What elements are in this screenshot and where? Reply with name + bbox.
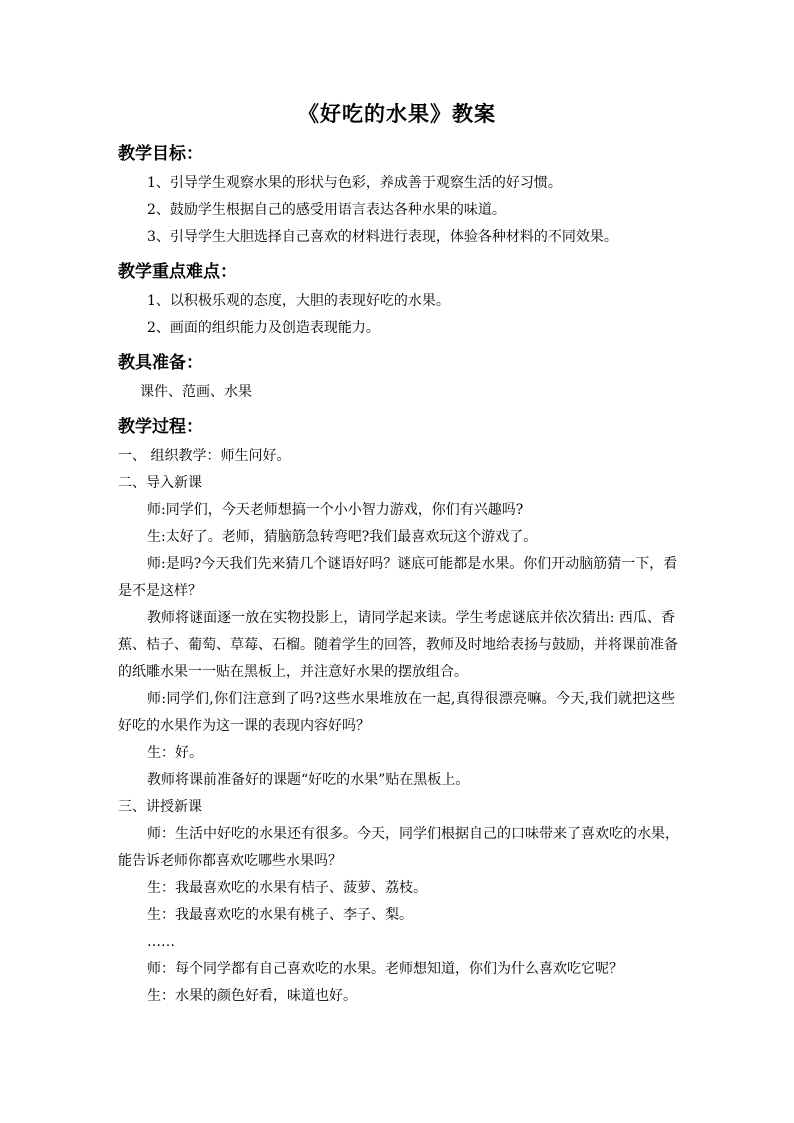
paragraph-line: 教师将课前准备好的课题“好吃的水果”贴在黑板上。 (147, 772, 470, 788)
dialogue-line: 师:是吗?今天我们先来猜几个谜语好吗？谜底可能都是水果。你们开动脑筋猜一下，看 (147, 556, 678, 572)
process-step-1: 一、 组织教学：师生问好。 (118, 448, 291, 464)
paragraph-line-continued: 的纸雕水果一一贴在黑板上，并注意好水果的摆放组合。 (118, 664, 468, 680)
document-title: 《好吃的水果》教案 (298, 101, 496, 126)
dialogue-line-continued: 是不是这样？ (118, 583, 202, 599)
goal-item-2: 2、鼓励学生根据自己的感受用语言表达各种水果的味道。 (147, 202, 506, 218)
dialogue-line: 生：我最喜欢吃的水果有桔子、菠萝、荔枝。 (147, 880, 427, 896)
goal-item-1: 1、引导学生观察水果的形状与色彩，养成善于观察生活的好习惯。 (147, 175, 562, 191)
dialogue-line: 师：生活中好吃的水果还有很多。今天，同学们根据自己的口味带来了喜欢吃的水果， (147, 826, 679, 842)
dialogue-line: 师：每个同学都有自己喜欢吃的水果。老师想知道，你们为什么喜欢吃它呢？ (147, 961, 623, 977)
key-point-item-1: 1、以积极乐观的态度，大胆的表现好吃的水果。 (147, 293, 450, 309)
section-heading-key-points: 教学重点难点： (118, 262, 237, 282)
goal-item-3: 3、引导学生大胆选择自己喜欢的材料进行表现，体验各种材料的不同效果。 (147, 229, 618, 245)
dialogue-line: 师:同学们,你们注意到了吗?这些水果堆放在一起,真得很漂亮嘛。今天,我们就把这些 (147, 691, 675, 707)
dialogue-line-continued: 好吃的水果作为这一课的表现内容好吗？ (118, 718, 370, 734)
section-heading-process: 教学过程： (118, 417, 203, 437)
materials-text: 课件、范画、水果 (140, 384, 252, 400)
process-step-3: 三、讲授新课 (118, 799, 202, 815)
section-heading-goals: 教学目标： (118, 144, 203, 164)
dialogue-line: 生：我最喜欢吃的水果有桃子、李子、梨。 (147, 907, 413, 923)
key-point-item-2: 2、画面的组织能力及创造表现能力。 (147, 320, 380, 336)
ellipsis-line: …… (147, 934, 175, 950)
dialogue-line: 生：好。 (147, 745, 203, 761)
paragraph-line-continued: 蕉、桔子、葡萄、草莓、石榴。随着学生的回答，教师及时地给表扬与鼓励，并将课前准备 (118, 637, 678, 653)
dialogue-line: 生：水果的颜色好看，味道也好。 (147, 988, 357, 1004)
process-step-2: 二、导入新课 (118, 475, 202, 491)
dialogue-line-continued: 能告诉老师你都喜欢吃哪些水果吗？ (118, 853, 342, 869)
paragraph-line: 教师将谜面逐一放在实物投影上，请同学起来读。学生考虑谜底并依次猜出: 西瓜、香 (147, 610, 675, 626)
dialogue-line: 师:同学们，今天老师想搞一个小小智力游戏，你们有兴趣吗? (147, 502, 524, 518)
dialogue-line: 生:太好了。老师，猜脑筋急转弯吧?我们最喜欢玩这个游戏了。 (147, 529, 538, 545)
section-heading-materials: 教具准备： (118, 353, 203, 373)
